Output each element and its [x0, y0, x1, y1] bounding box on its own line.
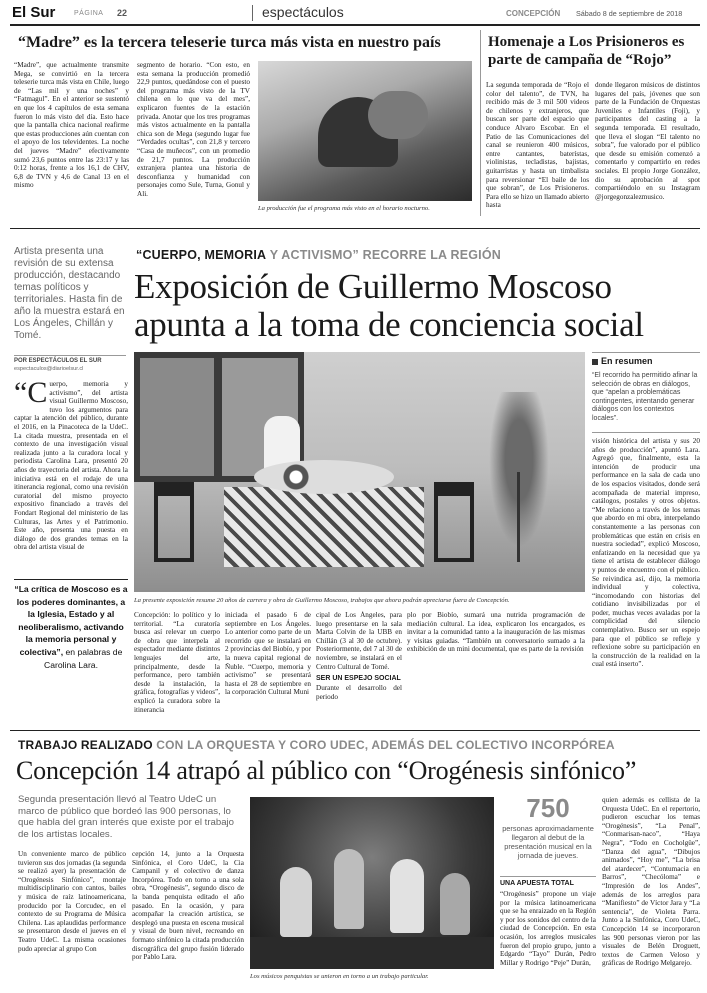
byline-email: espectaculos@diarioelsur.cl — [14, 366, 84, 372]
chair — [434, 482, 474, 562]
stage-floor — [250, 937, 494, 969]
byline-rule — [14, 355, 126, 356]
article-text: cipal de Los Ángeles, para luego presentarse en la sala Marta Colvin de la UBB en Chillán (3 al 30 de octubre). Posteriormente, del 7 al 30 de noviembre, se instalará en el Centro Cultural de Tomé. — [316, 611, 402, 671]
musician-figure — [390, 859, 424, 933]
page-label: PÁGINA — [74, 10, 104, 17]
pull-quote-text: “La crítica de Moscoso es a los poderes dominantes, a la Iglesia, Estado y al neoliberalismo, activando la memoria personal y colectiva”, — [14, 584, 128, 657]
date-label: Sábado 8 de septiembre de 2018 — [576, 9, 683, 18]
article-col: visión histórica del artista y sus 20 años de producción”, apuntó Lara. Agregó que, finalmente, esta la intención de producir una performance en la sala de cada uno de los espacios visitados, donde será acompañada de material impreso, catálogos, postales y otros objetos. “Me relaciono a través de los temas que abordo en mi obra, interpelando constantemente a las personas con problemáticas que están en crisis en nuestra sociedad”, explicó Moscoso, enfatizando en la necesidad que ya tiene el artista de establecer diálogo y puntos de encuentro con el público. Se reivindica así, dijo, la memoria individual y colectiva, “incomodando con historias del cotidiano invisibilizadas por el poder, muchas veces avaladas por la complicidad del silencio contemplativo. Busco ser un espejo para que el público se refleje y reflexione sobre su participación en la construcción de la realidad en la cual está inserto”. — [592, 437, 700, 669]
photo-caption: La producción fue el programa más visto en el horario nocturno. — [258, 205, 430, 212]
kicker — [18, 738, 698, 752]
deck: Segunda presentación llevó al Teatro UdeC un marco de público que bordeó las 900 personas, lo que habla del gran interés que existe por el trabajo de los artistas locales. — [18, 794, 235, 840]
sidebar-deck: Artista presenta una revisión de su extensa producción, destacando temas políticos y territoriales. Hasta fin de año la muestra estará en Los Ángeles, Chillán y Tomé. — [14, 246, 125, 341]
headline: Homenaje a Los Prisioneros es parte de campaña de “Rojo” — [488, 34, 685, 68]
subhead: SER UN ESPEJO SOCIAL — [316, 675, 401, 683]
byline: POR ESPECTÁCULOS EL SUR — [14, 358, 102, 364]
headline-line-2: apunta a la toma de conciencia social — [134, 305, 644, 344]
article-text: Durante el desarrollo del periodo — [316, 684, 402, 701]
section-divider — [252, 5, 253, 21]
pull-quote-rule — [14, 579, 128, 580]
section-title: espectáculos — [262, 4, 344, 20]
resumen-rule — [592, 352, 700, 353]
story-prisioneros — [486, 33, 700, 223]
section-rule — [10, 228, 700, 229]
flower-arrangement — [254, 460, 394, 494]
masthead-rule — [10, 24, 700, 26]
article-col: donde llegaron músicos de distintos lugares del país, jóvenes que son parte de la Fundación de Orquestas Juveniles e Infantiles (Foji), y participantes del casting a la segunda temporada. El resultado, que lleva el slogan “El talento no sobra”, fue valorado por el público que desde su emisión comenzó a comentarlo y compartirlo en redes sociales. El propio Jorge González, dio su aprobación al spot compartiéndolo en su Instagram @jorgegonzalezmusico. — [595, 81, 700, 201]
headline: Concepción 14 atrapó al público con “Orogénesis sinfónico” — [16, 756, 637, 785]
article-col: plo por Biobío, sumará una nutrida programación de mediación cultural. La idea, explicaron los encargados, es invitar a la comunidad tanto a la inauguración de las mismas y visitas guiadas. “También un conversatorio sumado a la exhibición de un mini documental, que es parte de la revisión — [407, 611, 585, 654]
pull-quote-attribution: en palabras de Carolina Lara. — [44, 646, 123, 670]
kicker-light: CON LA ORQUESTA Y CORO UDEC, ADEMÁS DEL COLECTIVO INCORPÓREA — [156, 738, 615, 752]
page-number: 22 — [117, 8, 128, 18]
musician-figure — [440, 873, 470, 935]
article-col: cepción 14, junto a la Orquesta Sinfónica, el Coro UdeC, la Cia Campanil y el colectivo de danza Incorpórea. Todo en torno a una sola obra, “Orogénesis”, segundo disco de la banda penquista editado el año pasado. En la ocasión, y para acompañar la creación artística, se desplegó una puesta en escena musical y visual de buen nivel, recreando en formato sinfónico la citada producción discográfica del grupo fusión liderado por Pablo Lara. — [132, 850, 244, 962]
musician-figure — [334, 849, 364, 929]
article-col: La segunda temporada de “Rojo el color del talento”, de TVN, ha recibido más de 3 mil 500 videos de chilenos y extranjeros, que buscan ser parte del espacio que conduce Alvaro Escobar. En el Patio de las Comunicaciones del canal se reunieron 400 músicos, entre cantantes, baterístas, violinistas, tecladistas, bajistas, guitarristas y hasta un timbalista para reversionar “El baile de los que sobran”, de Los Prisioneros. Para ello se hizo un llamado abierto hasta — [486, 81, 589, 210]
article-col: segmento de horario. “Con esto, en esta semana la producción promedió 22,9 puntos, quedándose con el puesto del programa más visto de la TV chilena en lo que va del mes”, explicaron fuentes de la estación privada. Anotar que los tres programas más vistos actualmente en la pantalla chica son de Mega (segundo lugar fue “Verdades ocultas”, con 21,8 y tercero “Casa de muñecos”, con un promedio de 21,7 puntos. La producción extranjera plantea una historia de desconfianza y humanidad con personajes como Sule, Turna, Gonul y Ali. — [137, 61, 250, 198]
photo-exhibition — [134, 352, 585, 592]
resumen-text: “El recorrido ha permitido afinar la selección de obras en diálogos, que “apelan a problemáticas contingentes, intentando generar diálogos con los contextos locales”. — [592, 372, 698, 422]
subhead: UNA APUESTA TOTAL — [500, 880, 574, 887]
article-col: quien además es cellista de la Orquesta UdeC. En el repertorio, pudieron escuchar los temas “Orogénesis”, “La Penal”, “Conmarisan-naco”, “Haya Negra”, “Todo en Cocholgüe”, “Danza del agua”, “Dibujos animados”, “Hoy me”, “La brisa del atardecer”, “Contumacia en Barros”, “Checóloma” e “Impresión de los Andes”, además de los arreglos para “Manifiesto” de Víctor Jara y “La sentencia”, de Violeta Parra. Junto a la Sinfónica, Coro UdeC, Concepción 14 se incorporaron las 900 personas vieron por las visuales de Belén Droguett, textos de Carmen Veloso y gráficas de Rodrigo Melgarejo. — [602, 796, 700, 968]
article-col: “Orogénesis” propone un viaje por la música latinoamericana que se ha enraizado en la Región y por los sonidos del centro de la ciudad de Concepción. En esta ocasión, los arreglos musicales fueron del propio grupo, junto a Edgardo “Tayo” Durán, Pedro Millar y Rodrigo “Peje” Durán, — [500, 890, 596, 967]
photo-orchestra — [250, 797, 494, 969]
kicker-light: Y ACTIVISMO” RECORRE LA REGIÓN — [269, 248, 502, 262]
column-divider — [480, 30, 481, 216]
article-text: uerpo, memoria y activismo”, del artista visual Guillermo Moscoso, tuvo los argumentos para captar la atención del público, durante el 2016, en la Pinacoteca de la UdeC. La citada muestra, presentada en el contexto de una investigación visual realizada junto a la curadora local y periodista Carolina Lara, presentó 20 años de trayectoria del artista. Ahora la iniciativa está en el rodaje de una itinerancia regional, como una revisión curatorial del mismo proyecto expositivo financiado a través del Fondart Regional del ministerio de las Culturas, las Artes y el Patrimonio. Este año, presenta una puesta en diálogo de dos grandes temas en la obra del artista visual de — [14, 380, 128, 552]
photo-caption: La presente exposición resume 20 años de carrera y obra de Guillermo Moscoso, trabajos que ahora podrán apreciarse fuera de Concepción. — [134, 597, 510, 604]
article-col: “Madre”, que actualmente transmite Mega, se convirtió en la tercera teleserie turca más vista en Chile, luego de “Las mil y una noches” y “Fatmagul”. En el anterior se sustentó en que los 4 capítulos de esta semana fueron lo más visto del día. Esto hace que la pantalla chica nacional reafirme que estas producciones aún cuentan con el apoyo de los televidentes. La noche del jueves “Madre” efectivamente sumó 23,6 puntos entre las 23:17 y las 0:12 horas, frente a los 16,1 de CHV, 6,8 de TVN y 4,6 de Canal 13 en el mismo — [14, 61, 129, 190]
resumen-bullet-icon — [592, 359, 598, 365]
resumen-title: En resumen — [592, 356, 700, 366]
section-rule — [10, 730, 700, 731]
photo-caption: Los músicos penquistas se unieron en torno a un trabajo particular. — [250, 973, 429, 980]
city-label: CONCEPCIÓN — [506, 9, 561, 18]
article-col: Concepción: lo político y lo territorial. “La curatoría busca así relevar un cuerpo de obra que interpela al espectador mediante distintos lenguajes del arte, principalmente, desde la performance, pero también desde la instalación, la gráfica, fotografías y videos”, explicó la curadora sobre la itinerancia — [134, 611, 220, 714]
window-frame — [140, 358, 214, 476]
story-madre — [14, 33, 474, 223]
kicker — [136, 248, 696, 262]
dropcap: “C — [14, 380, 48, 409]
chair — [154, 482, 194, 562]
table-cloth — [224, 487, 424, 567]
pull-quote — [14, 583, 128, 671]
headline-line-1: Exposición de Guillermo Moscoso — [134, 267, 612, 306]
musician-figure — [280, 867, 312, 937]
headline: “Madre” es la tercera teleserie turca más vista en nuestro país — [18, 34, 441, 51]
article-col: Un conveniente marco de público tuvieron sus dos jornadas (la segunda se realizó ayer) la presentación de “Orogénesis Sinfónico”, montaje multidisciplinario con cantos, bailes y música de raíz latinoamericana, producido por la Corcudec, en el contexto de su Programa de Música Chilena. Las aplaudidas performance se presentaron desde el jueves en el Teatro UdeC. La misma ocasiones pudo apreciar al grupo Con — [18, 850, 126, 953]
article-col — [14, 380, 128, 576]
masthead-logo: El Sur — [12, 4, 56, 21]
kicker-bold: “CUERPO, MEMORIA — [136, 248, 267, 262]
resumen-box — [592, 356, 700, 424]
stat-rule — [500, 876, 596, 877]
masthead — [10, 4, 700, 22]
article-col: iniciada el pasado 6 de septiembre en Los Ángeles. Lo anterior como parte de un recorrido que se instalará en 2 provincias del Biobío, y por la nueva capital regional de Ñuble. “Cuerpo, memoria y activismo” se presentará hasta el 28 de septiembre en la corporación Cultural Muni — [225, 611, 311, 697]
photo-figure — [368, 91, 428, 139]
resumen-rule — [592, 432, 700, 433]
article-col — [316, 611, 402, 725]
stat-text: personas aproximadamente llegaron al debut de la presentación musical en la jornada de jueves. — [502, 824, 594, 860]
kicker-bold: TRABAJO REALIZADO — [18, 738, 153, 752]
tree-trunk — [517, 472, 520, 562]
photo-madre — [258, 61, 472, 201]
stat-number: 750 — [526, 793, 570, 823]
